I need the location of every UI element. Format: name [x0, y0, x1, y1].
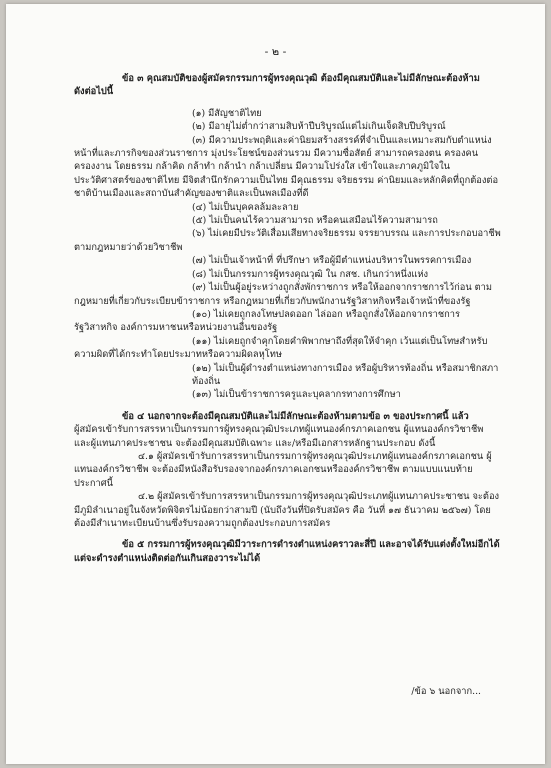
clause-5-text: ข้อ ๕ กรรมการผู้ทรงคุณวุฒิมีวาระการดำรงตำแหน่งคราวละสี่ปี และอาจได้รับแต่งตั้งใหม่อีกได้ แต่จะดำรงตำแหน่งติดต่อกันเกินสองวาระไม่ได้	[74, 539, 500, 564]
document-page	[6, 4, 545, 764]
clause-3-item: (๗) ไม่เป็นเจ้าหน้าที่ ที่ปรึกษา หรือผู้มีตำแหน่งบริหารในพรรคการเมือง	[192, 255, 472, 267]
clause-3-heading: ข้อ ๓ คุณสมบัติของผู้สมัครกรรมการผู้ทรงคุณวุฒิ ต้องมีคุณสมบัติและไม่มีลักษณะต้องห้าม	[122, 73, 480, 84]
clause-4-heading: ข้อ ๔ นอกจากจะต้องมีคุณสมบัติและไม่มีลักษณะต้องห้ามตามข้อ ๓ ของประกาศนี้ แล้ว	[122, 410, 469, 422]
clause-3-item: (๑) มีสัญชาติไทย	[192, 107, 262, 119]
document-body	[74, 72, 502, 565]
clause-3-item: (๑๑) ไม่เคยถูกจำคุกโดยคำพิพากษาถึงที่สุดให้จำคุก เว้นแต่เป็นโทษสำหรับความผิดที่ได้กระทำโดยประมาทหรือความผิดลหุโทษ	[74, 335, 488, 361]
clause-3-item: (๙) ไม่เป็นผู้อยู่ระหว่างถูกสั่งพักราชการ หรือให้ออกจากราชการไว้ก่อน ตามกฎหมายที่เกี่ยวกับระเบียบข้าราชการ หรือกฎหมายที่เกี่ยวกับพนักงานรัฐวิสาหกิจหรือเจ้าหน้าที่ของรัฐ	[74, 282, 493, 307]
clause-3-heading-cont: ดังต่อไปนี้	[74, 86, 114, 98]
clause-3-item: (๘) ไม่เป็นกรรมการผู้ทรงคุณวุฒิ ใน กสช. เกินกว่าหนึ่งแห่ง	[192, 268, 429, 280]
clause-3-item: (๑๓) ไม่เป็นข้าราชการครูและบุคลากรทางการศึกษา	[192, 389, 401, 401]
clause-3-item: (๓) มีความประพฤติและค่านิยมสร้างสรรค์ที่จำเป็นและเหมาะสมกับตำแหน่งหน้าที่และภารกิจของส่วนราชการ มุ่งประโยชน์ของส่วนรวม มีความซื่อสัตย์ สามารถครองตน ครองคน ครองงาน โดยธรรม กล้าคิด กล้าทำ กล้านำ กล้าเปลี่ยน มีความโปร่งใส เข้าใจและภาคภูมิใจในประวัติศาสตร์ของชาติไทย มีจิตสำนึกรักความเป็นไทย มีคุณธรรม จริยธรรม ค่านิยมและหลักคิดที่ถูกต้องต่อชาติบ้านเมืองและสถาบันสำคัญของชาติและเป็นพลเมืองที่ดี	[74, 134, 499, 200]
clause-3-item: (๕) ไม่เป็นคนไร้ความสามารถ หรือคนเสมือนไร้ความสามารถ	[192, 215, 438, 227]
clause-4-sub-2: ๔.๒ ผู้สมัครเข้ารับการสรรหาเป็นกรรมการผู้ทรงคุณวุฒิประเภทผู้แทนภาคประชาชน จะต้องมีภูมิลำเนาอยู่ในจังหวัดพิจิตรไม่น้อยกว่าสามปี (นับถึงวันที่ปิดรับสมัคร คือ วันที่ ๑๗ ธันวาคม ๒๕๖๗) โดยต้องมีสำเนาทะเบียนบ้านซึ่งรับรองความถูกต้องประกอบการสมัคร	[74, 491, 500, 529]
clause-4-sub-1: ๔.๑ ผู้สมัครเข้ารับการสรรหาเป็นกรรมการผู้ทรงคุณวุฒิประเภทผู้แทนองค์กรภาคเอกชน ผู้แทนองค์กรวิชาชีพ จะต้องมีหนังสือรับรองจากองค์กรภาคเอกชนหรือองค์กรวิชาชีพ ตามแบบแนบท้ายประกาศนี้	[74, 450, 492, 489]
clause-4-body: ผู้สมัครเข้ารับการสรรหาเป็นกรรมการผู้ทรงคุณวุฒิประเภทผู้แทนองค์กรภาคเอกชน ผู้แทนองค์กรวิชาชีพ และผู้แทนภาคประชาชน จะต้องมีคุณสมบัติเฉพาะ และ/หรือมีเอกสารหลักฐานประกอบ ดังนี้	[74, 424, 484, 449]
page-number: - ๒ -	[264, 45, 287, 58]
clause-3-item: (๒) มีอายุไม่ต่ำกว่าสามสิบห้าปีบริบูรณ์แต่ไม่เกินเจ็ดสิบปีบริบูรณ์	[192, 121, 446, 133]
continuation-note: /ข้อ ๖ นอกจาก...	[411, 686, 481, 697]
clause-3-item: (๔) ไม่เป็นบุคคลล้มละลาย	[192, 201, 299, 213]
clause-3-item: (๖) ไม่เคยมีประวัติเสื่อมเสียทางจริยธรรม จรรยาบรรณ และการประกอบอาชีพตามกฎหมายว่าด้วยวิชาชีพ	[74, 228, 501, 253]
clause-3-item: (๑๒) ไม่เป็นผู้ดำรงตำแหน่งทางการเมือง หรือผู้บริหารท้องถิ่น หรือสมาชิกสภาท้องถิ่น	[192, 362, 499, 387]
clause-3-item: (๑๐) ไม่เคยถูกลงโทษปลดออก ไล่ออก หรือถูกสั่งให้ออกจากราชการ รัฐวิสาหกิจ องค์การมหาชนหรือหน่วยงานอื่นของรัฐ	[74, 308, 460, 334]
